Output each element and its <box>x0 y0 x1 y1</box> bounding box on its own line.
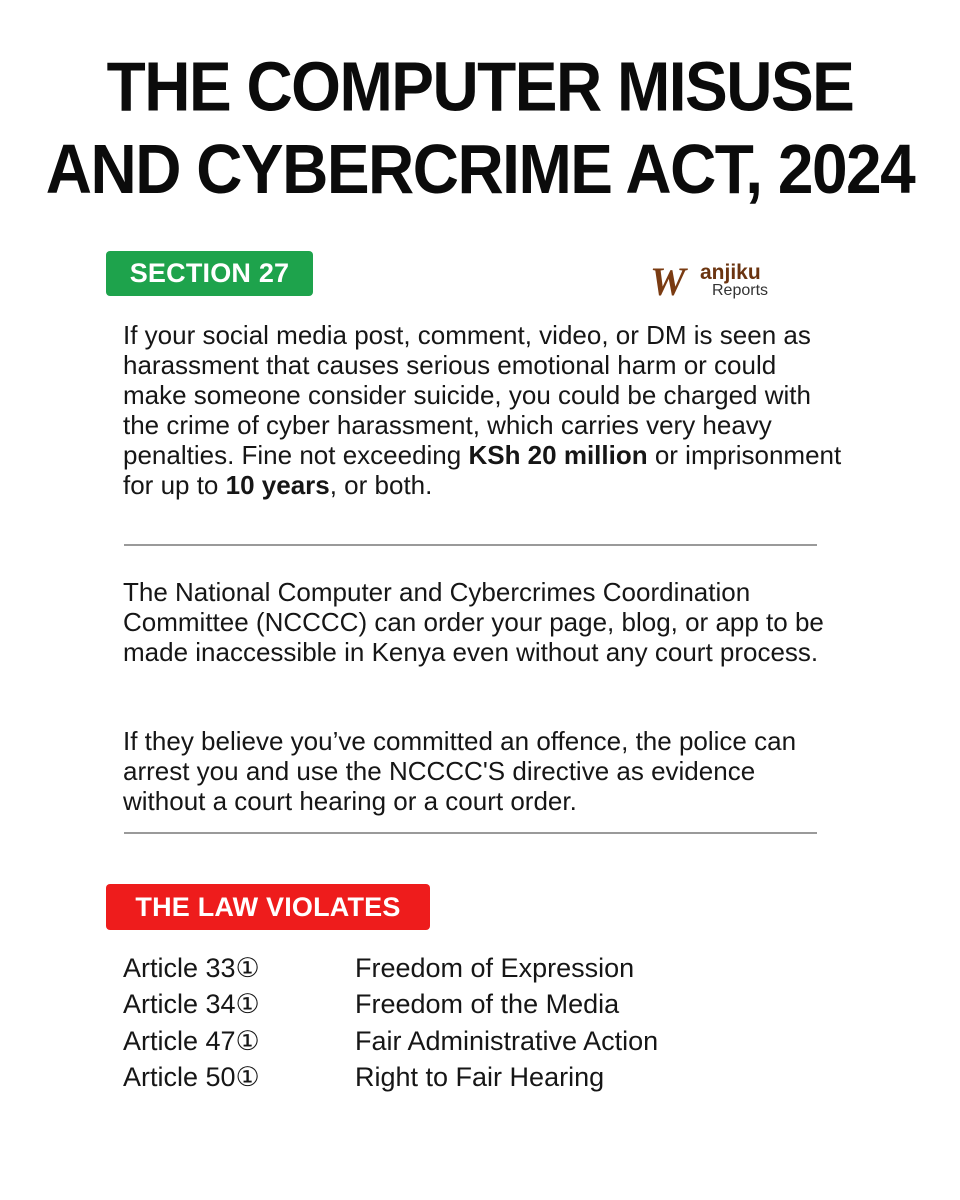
logo-subtitle: Reports <box>712 282 769 299</box>
article-right: Fair Administrative Action <box>355 1025 659 1056</box>
article-number: Article 47① <box>123 1025 260 1056</box>
law-violates-badge: THE LAW VIOLATES <box>106 884 430 930</box>
fine-amount: KSh 20 million <box>468 440 648 470</box>
paragraph1-text-before: If your social media post, comment, video, or DM is seen as harassment that causes serious emotional harm or could make someone consider suicide, you could be charged with the crime of cyber harassment, which carries very heavy penalties. Fine not exceeding <box>123 320 811 470</box>
logo-name: anjiku <box>700 261 761 284</box>
prison-term: 10 years <box>225 470 330 500</box>
divider <box>124 544 817 546</box>
article-right: Right to Fair Hearing <box>355 1062 605 1093</box>
article-number: Article 34① <box>123 989 260 1020</box>
article-right: Freedom of the Media <box>355 989 620 1020</box>
paragraph1-text-middle: or imprisonment for up to <box>123 440 842 500</box>
article-row <box>123 1060 823 1097</box>
logo-mark: W <box>650 259 686 304</box>
violated-articles-list <box>123 950 823 1096</box>
arrest-paragraph: If they believe you’ve committed an offence, the police can arrest you and use the NCCCC'S directive as evidence without a court hearing or a court order. <box>123 726 797 816</box>
wanjiku-reports-logo <box>650 259 785 304</box>
article-number: Article 50① <box>123 1062 260 1093</box>
article-row <box>123 950 823 987</box>
article-number: Article 33① <box>123 952 260 983</box>
title-line-2: AND CYBERCRIME ACT, 2024 <box>45 130 915 208</box>
article-right: Freedom of Expression <box>355 952 635 983</box>
article-row <box>123 1023 823 1060</box>
harassment-paragraph <box>123 320 843 500</box>
divider <box>124 832 817 834</box>
paragraph1-text-after: , or both. <box>329 470 433 500</box>
section-badge: SECTION 27 <box>106 251 313 296</box>
title-line-1: THE COMPUTER MISUSE <box>106 48 854 126</box>
article-row <box>123 987 823 1024</box>
ncccc-paragraph: The National Computer and Cybercrimes Coordination Committee (NCCCC) can order your page, blog, or app to be made inaccessible in Kenya even without any court process. <box>123 577 824 667</box>
page-title <box>0 46 960 210</box>
